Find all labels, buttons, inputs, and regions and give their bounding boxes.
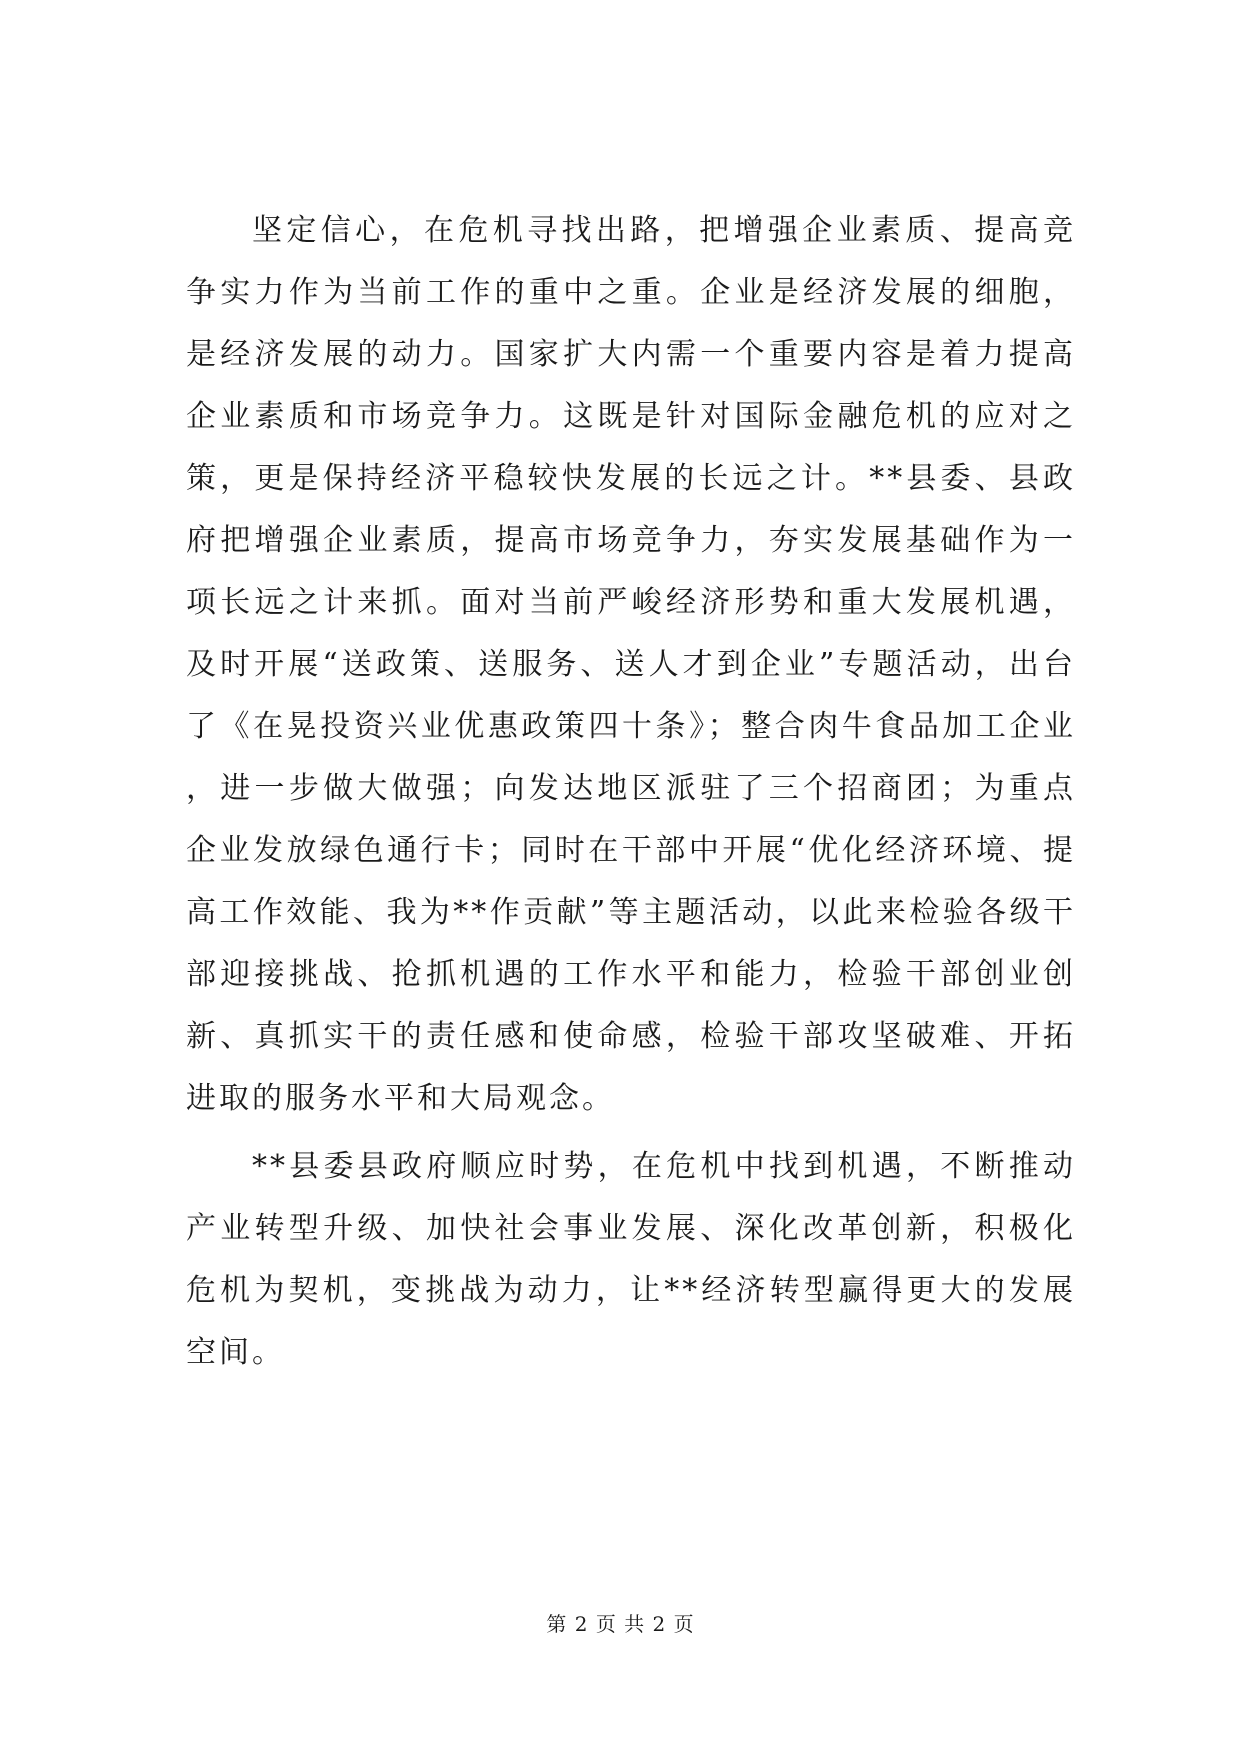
page-number-footer: 第 2 页 共 2 页 bbox=[546, 1612, 695, 1636]
paragraph-2: **县委县政府顺应时势，在危机中找到机遇，不断推动产业转型升级、加快社会事业发展、深化改革创新，积极化危机为契机，变挑战为动力，让**经济转型赢得更大的发展空间。 bbox=[186, 1149, 1076, 1370]
paragraph-1: 坚定信心，在危机寻找出路，把增强企业素质、提高竞争实力作为当前工作的重中之重。企业是经济发展的细胞，是经济发展的动力。国家扩大内需一个重要内容是着力提高企业素质和市场竞争力。这既是针对国际金融危机的应对之策，更是保持经济平稳较快发展的长远之计。**县委、县政府把增强企业素质，提高市场竞争力，夯实发展基础作为一项长远之计来抓。面对当前严峻经济形势和重大发展机遇，及时开展“送政策、送服务、送人才到企业”专题活动，出台了《在晃投资兴业优惠政策四十条》；整合肉牛食品加工企业，进一步做大做强；向发达地区派驻了三个招商团；为重点企业发放绿色通行卡；同时在干部中开展“优化经济环境、提高工作效能、我为**作贡献”等主题活动，以此来检验各级干部迎接挑战、抢抓机遇的工作水平和能力，检验干部创业创新、真抓实干的责任感和使命感，检验干部攻坚破难、开拓进取的服务水平和大局观念。 bbox=[186, 213, 1076, 1116]
document-body bbox=[186, 200, 1076, 1384]
